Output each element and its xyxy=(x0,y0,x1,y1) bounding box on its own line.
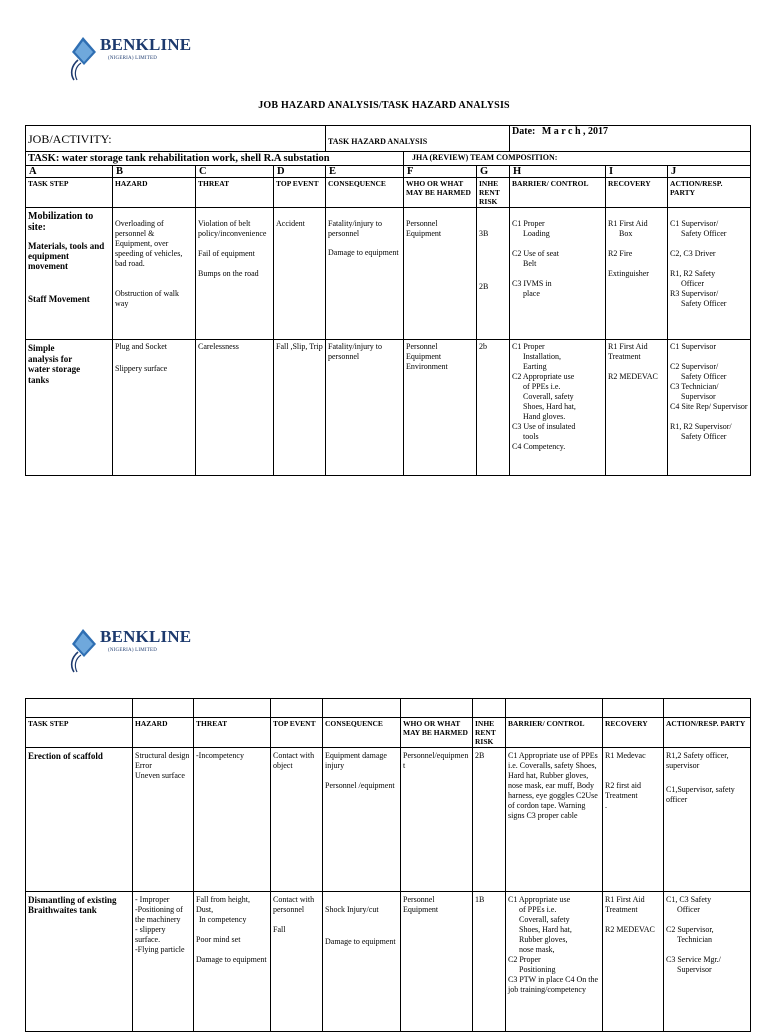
task-materials: Materials, tools and equipment movement xyxy=(28,241,105,271)
header-who-harmed: WHO OR WHAT MAY BE HARMED xyxy=(404,178,477,208)
header-barrier-control: BARRIER/ CONTROL xyxy=(506,718,603,748)
header-threat: THREAT xyxy=(196,178,274,208)
column-letter: F xyxy=(404,166,477,178)
threat-text: Fall from height, Dust, xyxy=(196,895,250,914)
barrier-text: C2 Proper xyxy=(508,955,541,964)
document-title: JOB HAZARD ANALYSIS/TASK HAZARD ANALYSIS xyxy=(258,100,510,111)
top-event-cell xyxy=(271,748,323,892)
threat-text: Violation of belt policy/inconvenience xyxy=(198,219,267,238)
threat-text: -Incompetency xyxy=(196,751,244,760)
recovery-text: R2 first aid Treatment xyxy=(605,781,641,800)
barrier-text: C1 Appropriate use of PPEs i.e. Coveralls, safety Shoes, Hard hat, Rubber gloves, nose mask, ear muff, Body harness, eye goggles C2Use of cordon tape. Warning signs C3 proper cable xyxy=(508,751,598,820)
barrier-cell xyxy=(506,892,603,1032)
hazard-text: Overloading of personnel & Equipment, over speeding of vehicles, bad road. xyxy=(115,219,183,268)
recovery-text: R1 First Aid Treatment xyxy=(608,342,648,361)
consequence-cell xyxy=(326,340,404,476)
top-event-text: Fall ,Slip, Trip xyxy=(276,342,323,351)
threat-cell xyxy=(194,748,271,892)
recovery-text: Box xyxy=(619,229,633,238)
barrier-text: Coverall, safety xyxy=(519,915,570,924)
task-step-cell xyxy=(26,340,113,476)
action-party-cell xyxy=(664,748,751,892)
logo-subtitle: (NIGERIA) LIMITED xyxy=(108,56,158,61)
who-harmed-text: Personnel Equipment xyxy=(406,219,442,238)
threat-cell xyxy=(194,892,271,1032)
action-text: C1 Supervisor xyxy=(670,342,717,351)
hazard-text: Error xyxy=(135,761,152,770)
barrier-text: Loading xyxy=(523,229,550,238)
barrier-text: C3 PTW in place C4 On the job training/competency xyxy=(508,975,599,994)
empty-cell xyxy=(26,699,133,718)
action-text: C2 Supervisor/ xyxy=(670,362,719,371)
top-event-text: Accident xyxy=(276,219,305,228)
threat-text: Bumps on the road xyxy=(198,269,259,278)
barrier-text: C1 Proper xyxy=(512,342,545,351)
recovery-cell xyxy=(606,208,668,340)
hazard-cell xyxy=(113,208,196,340)
column-letter: B xyxy=(113,166,196,178)
action-party-cell xyxy=(664,892,751,1032)
top-event-cell xyxy=(274,208,326,340)
action-text: C3 Service Mgr./ xyxy=(666,955,721,964)
who-harmed-text: Personnel Equipment Environment xyxy=(406,342,448,371)
action-text: C2 Supervisor, xyxy=(666,925,714,934)
header-task-step: TASK STEP xyxy=(26,718,133,748)
header-action-party: ACTION/RESP. PARTY xyxy=(668,178,751,208)
consequence-cell xyxy=(323,892,401,1032)
task-label: TASK: water storage tank rehabilitation work, shell R.A substation xyxy=(26,152,404,166)
barrier-text: C1 Proper xyxy=(512,219,545,228)
threat-text: Poor mind set xyxy=(196,935,241,944)
recovery-text: R1 First Aid xyxy=(608,219,648,228)
action-text: Technician xyxy=(677,935,712,944)
threat-text: Damage to equipment xyxy=(196,955,267,964)
barrier-text: of PPEs i.e. xyxy=(523,382,561,391)
task-mobilization: Mobilization to site: xyxy=(28,211,94,233)
header-top-event: TOP EVENT xyxy=(271,718,323,748)
action-text: R3 Supervisor/ xyxy=(670,289,719,298)
recovery-text: . xyxy=(605,801,607,810)
action-text: C4 Site Rep/ Supervisor xyxy=(670,402,748,411)
date-label: Date: xyxy=(512,126,536,137)
header-top-event: TOP EVENT xyxy=(274,178,326,208)
recovery-text: Extinguisher xyxy=(608,269,649,278)
column-letter: H xyxy=(510,166,606,178)
hazard-text: Slippery surface xyxy=(115,364,168,373)
tha-label: TASK HAZARD ANALYSIS xyxy=(326,126,510,152)
barrier-text: C1 Appropriate use xyxy=(508,895,571,904)
barrier-text: Belt xyxy=(523,259,537,268)
barrier-text: Hand gloves. xyxy=(523,412,566,421)
empty-cell xyxy=(506,699,603,718)
who-harmed-cell xyxy=(404,340,477,476)
header-threat: THREAT xyxy=(194,718,271,748)
action-text: C1,Supervisor, safety officer xyxy=(666,785,735,804)
barrier-cell xyxy=(506,748,603,892)
consequence-text: Damage to equipment xyxy=(328,248,399,257)
barrier-text: C3 Use of insulated xyxy=(512,422,576,431)
action-text: Safety Officer xyxy=(681,432,727,441)
threat-cell xyxy=(196,208,274,340)
consequence-cell xyxy=(326,208,404,340)
barrier-text: tools xyxy=(523,432,539,441)
risk-value: 2b xyxy=(479,342,487,351)
date-value: M a r c h , 2017 xyxy=(541,126,609,137)
risk-value: 2B xyxy=(479,282,489,291)
hazard-text: -Positioning of the machinery xyxy=(135,905,183,924)
hazard-text: Uneven surface xyxy=(135,771,185,780)
header-action-party: ACTION/RESP. PARTY xyxy=(664,718,751,748)
hazard-text: - Improper xyxy=(135,895,170,904)
who-harmed-cell xyxy=(404,208,477,340)
column-letter: A xyxy=(26,166,113,178)
column-letter: I xyxy=(606,166,668,178)
header-recovery: RECOVERY xyxy=(606,178,668,208)
empty-cell xyxy=(664,699,751,718)
empty-cell xyxy=(133,699,194,718)
threat-text: In competency xyxy=(199,915,247,924)
header-task-step: TASK STEP xyxy=(26,178,113,208)
action-text: Safety Officer xyxy=(681,372,727,381)
logo-subtitle: (NIGERIA) LIMITED xyxy=(108,648,158,653)
action-text: Safety Officer xyxy=(681,229,727,238)
hazard-table-2 xyxy=(25,698,751,1032)
barrier-text: C3 IVMS in xyxy=(512,279,552,288)
column-letter: E xyxy=(326,166,404,178)
task-step-cell xyxy=(26,748,133,892)
barrier-text: Rubber gloves, xyxy=(519,935,568,944)
header-consequence: CONSEQUENCE xyxy=(326,178,404,208)
consequence-text: Shock Injury/cut xyxy=(325,905,379,914)
who-harmed-cell xyxy=(401,748,473,892)
barrier-text: place xyxy=(523,289,540,298)
barrier-text: Positioning xyxy=(519,965,556,974)
action-text: R1, R2 Supervisor/ xyxy=(670,422,732,431)
action-text: C2, C3 Driver xyxy=(670,249,716,258)
recovery-text: R2 MEDEVAC xyxy=(608,372,658,381)
risk-cell xyxy=(477,208,510,340)
header-hazard: HAZARD xyxy=(133,718,194,748)
consequence-cell xyxy=(323,748,401,892)
column-letter: J xyxy=(668,166,751,178)
action-text: C1, C3 Safety xyxy=(666,895,712,904)
barrier-text: Shoes, Hard hat, xyxy=(519,925,572,934)
recovery-cell xyxy=(603,892,664,1032)
action-text: Supervisor xyxy=(677,965,712,974)
action-party-cell xyxy=(668,208,751,340)
action-text: C1 Supervisor/ xyxy=(670,219,719,228)
task-text: Erection of scaffold xyxy=(28,751,103,761)
barrier-text: Earting xyxy=(523,362,547,371)
barrier-cell xyxy=(510,208,606,340)
risk-value: 3B xyxy=(479,229,489,238)
barrier-text: C4 Competency. xyxy=(512,442,566,451)
hazard-text: Obstruction of walk way xyxy=(115,289,179,308)
action-text: Officer xyxy=(677,905,700,914)
hazard-text: Structural design xyxy=(135,751,190,760)
task-staff-movement: Staff Movement xyxy=(28,294,90,304)
consequence-text: Personnel /equipment xyxy=(325,781,395,790)
column-letter: D xyxy=(274,166,326,178)
who-harmed-text: Personnel/equipment xyxy=(403,751,469,770)
action-text: C3 Technician/ xyxy=(670,382,719,391)
who-harmed-cell xyxy=(401,892,473,1032)
action-text: Officer xyxy=(681,279,704,288)
logo-text xyxy=(100,36,191,61)
empty-cell xyxy=(473,699,506,718)
date-cell xyxy=(510,126,751,152)
barrier-text: Coverall, safety xyxy=(523,392,574,401)
hazard-table-1 xyxy=(25,125,751,476)
recovery-text: R2 Fire xyxy=(608,249,633,258)
barrier-cell xyxy=(510,340,606,476)
table-row xyxy=(26,208,751,340)
header-inherent-risk: INHE RENT RISK xyxy=(473,718,506,748)
action-text: R1,2 Safety officer, supervisor xyxy=(666,751,729,770)
task-text: Simple analysis for water storage tanks xyxy=(28,343,81,385)
who-harmed-text: Personnel Equipment xyxy=(403,895,439,914)
recovery-cell xyxy=(606,340,668,476)
hazard-text: Plug and Socket xyxy=(115,342,167,351)
team-composition-label: JHA (REVIEW) TEAM COMPOSITION: xyxy=(404,152,751,166)
hazard-cell xyxy=(133,892,194,1032)
action-text: Supervisor xyxy=(681,392,716,401)
company-logo xyxy=(68,36,191,82)
company-logo xyxy=(68,628,191,674)
threat-cell xyxy=(196,340,274,476)
action-party-cell xyxy=(668,340,751,476)
threat-text: Carelessness xyxy=(198,342,239,351)
barrier-text: nose mask, xyxy=(519,945,555,954)
job-activity-label: JOB/ACTIVITY: xyxy=(26,126,326,152)
top-event-text: Contact with personnel xyxy=(273,895,315,914)
risk-cell xyxy=(473,892,506,1032)
recovery-text: R2 MEDEVAC xyxy=(605,925,655,934)
recovery-text: R1 First Aid Treatment xyxy=(605,895,645,914)
consequence-text: Damage to equipment xyxy=(325,937,396,946)
barrier-text: C2 Appropriate use xyxy=(512,372,575,381)
logo-brand-name: BENKLINE xyxy=(100,627,192,646)
table-row xyxy=(26,892,751,1032)
hazard-cell xyxy=(133,748,194,892)
hazard-text: - slippery surface. xyxy=(135,925,166,944)
barrier-text: of PPEs i.e. xyxy=(519,905,557,914)
empty-cell xyxy=(323,699,401,718)
header-recovery: RECOVERY xyxy=(603,718,664,748)
top-event-cell xyxy=(274,340,326,476)
action-text: Safety Officer xyxy=(681,299,727,308)
consequence-text: Fatality/injury to personnel xyxy=(328,342,382,361)
barrier-text: Shoes, Hard hat, xyxy=(523,402,576,411)
empty-cell xyxy=(194,699,271,718)
header-consequence: CONSEQUENCE xyxy=(323,718,401,748)
table-row xyxy=(26,340,751,476)
consequence-text: Equipment damage injury xyxy=(325,751,387,770)
task-step-cell xyxy=(26,892,133,1032)
recovery-text: R1 Medevac xyxy=(605,751,646,760)
logo-text xyxy=(100,628,191,653)
recovery-cell xyxy=(603,748,664,892)
logo-brand-name: BENKLINE xyxy=(100,35,192,54)
top-event-text: Fall xyxy=(273,925,286,934)
column-letter: C xyxy=(196,166,274,178)
consequence-text: Fatality/injury to personnel xyxy=(328,219,382,238)
empty-cell xyxy=(603,699,664,718)
hazard-text: -Flying particle xyxy=(135,945,185,954)
task-text: Dismantling of existing Braithwaites tank xyxy=(28,895,117,915)
empty-cell xyxy=(271,699,323,718)
risk-value: 1B xyxy=(475,895,485,904)
empty-cell xyxy=(401,699,473,718)
action-text: R1, R2 Safety xyxy=(670,269,716,278)
threat-text: Fail of equipment xyxy=(198,249,255,258)
hazard-cell xyxy=(113,340,196,476)
barrier-text: Installation, xyxy=(523,352,562,361)
risk-cell xyxy=(477,340,510,476)
task-step-cell xyxy=(26,208,113,340)
header-barrier-control: BARRIER/ CONTROL xyxy=(510,178,606,208)
column-letter: G xyxy=(477,166,510,178)
header-hazard: HAZARD xyxy=(113,178,196,208)
table-row xyxy=(26,748,751,892)
top-event-text: Contact with object xyxy=(273,751,315,770)
header-who-harmed: WHO OR WHAT MAY BE HARMED xyxy=(401,718,473,748)
benkline-logo-icon xyxy=(68,36,98,82)
top-event-cell xyxy=(271,892,323,1032)
risk-value: 2B xyxy=(475,751,485,760)
header-inherent-risk: INHE RENT RISK xyxy=(477,178,510,208)
risk-cell xyxy=(473,748,506,892)
barrier-text: C2 Use of seat xyxy=(512,249,559,258)
benkline-logo-icon xyxy=(68,628,98,674)
